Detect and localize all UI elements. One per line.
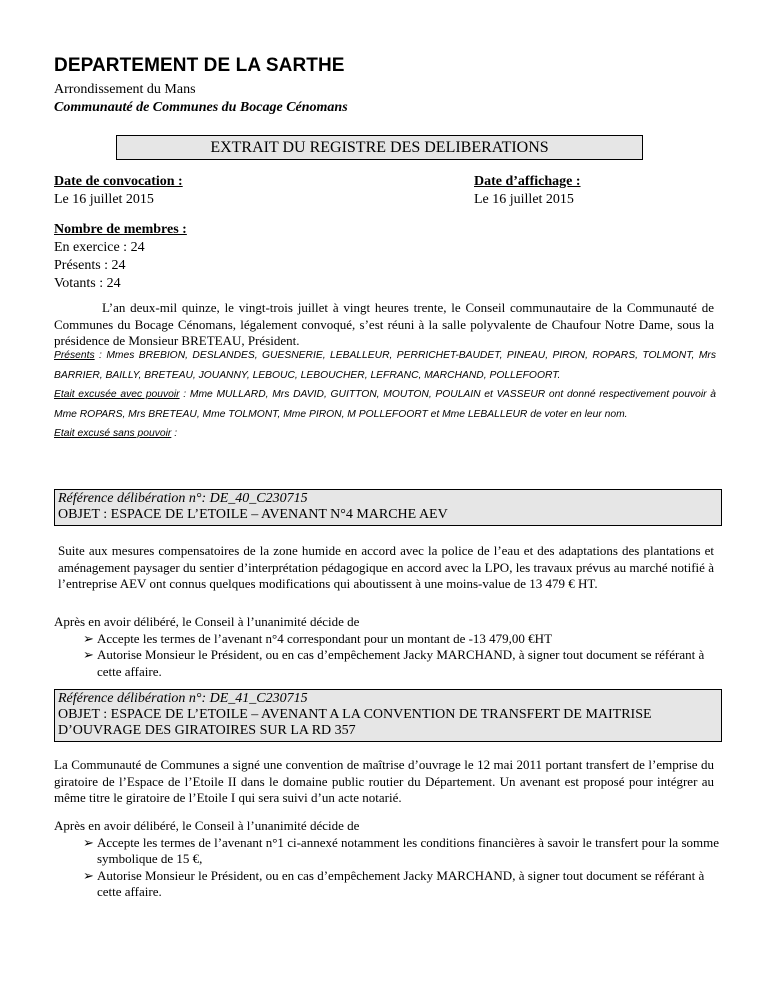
delib1-reference: Référence délibération n°: DE_40_C230715 (58, 491, 308, 506)
arrow-bullet-icon: ➢ (83, 647, 94, 662)
delib2-decision-block (54, 818, 719, 901)
presents-text: : Mmes BREBION, DESLANDES, GUESNERIE, LEBALLEUR, PERRICHET-BAUDET, PINEAU, PIRON, ROPARS, TOLMONT, Mrs BARRIER, BAILLY, BRETEAU, JOUANNY, LEBOUC, LEBOUCHER, LEFRANC, MARCHAND, POLLEFOORT. (54, 350, 716, 381)
excusee-label: Etait excusée avec pouvoir (54, 389, 180, 400)
excusee-text: : Mme MULLARD, Mrs DAVID, GUITTON, MOUTON, POULAIN et VASSEUR ont donné respectivement pouvoir à Mme ROPARS, Mrs BRETEAU, Mme TOLMONT, Mme PIRON, M POLLEFOORT et Mme LEBALLEUR de voter en leur nom. (54, 389, 717, 420)
department-title: DEPARTEMENT DE LA SARTHE (54, 55, 345, 76)
communaute-name: Communauté de Communes du Bocage Cénomans (54, 100, 348, 115)
intro-paragraph: L’an deux-mil quinze, le vingt-trois juillet à vingt heures trente, le Conseil communautaire de la Communauté de Communes du Bocage Cénomans, légalement convoqué, s’est réuni à la salle polyvalente de Chaufour Notre Dame, sous la présidence de Monsieur BRETEAU, Président. (54, 300, 714, 348)
delib2-item-1: ➢ Accepte les termes de l’avenant n°1 ci-annexé notamment les conditions financières à savoir le transfert pour la somme symbolique de 15 €, (83, 834, 719, 866)
convocation-label: Date de convocation : (54, 174, 183, 189)
affichage-label: Date d’affichage : (474, 174, 581, 189)
membres-presents: Présents : 24 (54, 258, 126, 273)
delib1-body: Suite aux mesures compensatoires de la zone humide en accord avec la police de l’eau et des adaptations des plantations et aménagement paysager du sentier d’interprétation pédagogique en accord avec la LPO, les travaux prévus au marché notifié à l’entreprise AEV ont connus quelques modifications qui aboutissent à une moins-value de 13 479 € HT. (58, 543, 714, 591)
delib2-reference: Référence délibération n°: DE_41_C230715 (58, 691, 308, 706)
delib1-reference-box (54, 489, 722, 526)
delib1-item-1: ➢ Accepte les termes de l’avenant n°4 correspondant pour un montant de -13 479,00 €HT (83, 630, 553, 646)
delib1-objet: OBJET : ESPACE DE L’ETOILE – AVENANT N°4 MARCHE AEV (58, 507, 448, 522)
delib1-decision-block (54, 614, 719, 680)
membres-votants: Votants : 24 (54, 276, 121, 291)
membres-exercice: En exercice : 24 (54, 240, 145, 255)
delib2-reference-box (54, 689, 722, 742)
delib1-item-2: ➢ Autorise Monsieur le Président, ou en cas d’empêchement Jacky MARCHAND, à signer tout document se référant à cette affaire. (83, 647, 705, 679)
excuse-label: Etait excusé sans pouvoir (54, 428, 172, 439)
delib1-decision: Après en avoir délibéré, le Conseil à l’unanimité décide de (54, 614, 360, 629)
excuse-text: : (171, 428, 178, 439)
convocation-value: Le 16 juillet 2015 (54, 192, 154, 207)
attendance-block (54, 346, 716, 444)
delib2-objet: OBJET : ESPACE DE L’ETOILE – AVENANT A LA CONVENTION DE TRANSFERT DE MAITRISE D’OUVRAGE DES GIRATOIRES SUR LA RD 357 (58, 707, 652, 738)
membres-label: Nombre de membres : (54, 222, 187, 237)
arrow-bullet-icon: ➢ (83, 834, 94, 850)
register-banner: EXTRAIT DU REGISTRE DES DELIBERATIONS (116, 135, 643, 160)
delib2-decision: Après en avoir délibéré, le Conseil à l’unanimité décide de (54, 818, 360, 833)
affichage-value: Le 16 juillet 2015 (474, 192, 574, 207)
arrow-bullet-icon: ➢ (83, 630, 94, 646)
presents-label: Présents (54, 350, 95, 361)
arrondissement: Arrondissement du Mans (54, 82, 196, 97)
delib2-item-2: ➢ Autorise Monsieur le Président, ou en cas d’empêchement Jacky MARCHAND, à signer tout document se référant à cette affaire. (83, 867, 705, 899)
arrow-bullet-icon: ➢ (83, 867, 94, 883)
delib2-body: La Communauté de Communes a signé une convention de maîtrise d’ouvrage le 12 mai 2011 portant transfert de l’emprise du giratoire de l’Espace de l’Etoile II dans le domaine public routier du Département. Un avenant est proposé pour intégrer au même titre le giratoire de l’Etoile I qui sera suivi d’un acte notarié. (54, 757, 714, 805)
